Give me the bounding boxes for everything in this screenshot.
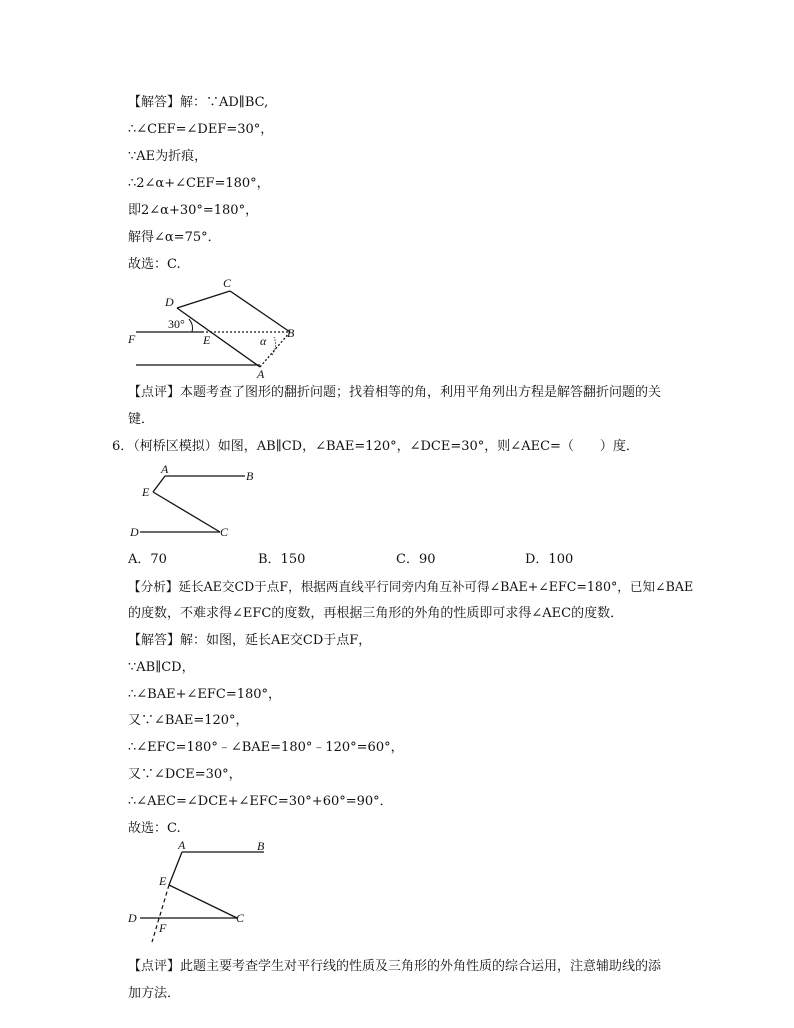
question-6-text: 6．（柯桥区模拟）如图，AB∥CD，∠BAE=120°，∠DCE=30°，则∠AEC=（ ）度． bbox=[112, 439, 639, 454]
comment-2-line-1: 【点评】此题主要考查学生对平行线的性质及三角形的外角性质的综合运用，注意辅助线的添 bbox=[128, 959, 662, 974]
solution-line-2: ∴∠CEF=∠DEF=30°， bbox=[128, 122, 274, 137]
solution-2-line-3: ∴∠BAE+∠EFC=180°， bbox=[128, 687, 282, 702]
label-C: C bbox=[223, 276, 232, 290]
solution-line-6: 解得∠α=75°． bbox=[128, 230, 221, 245]
figure-fold-diagram bbox=[120, 275, 310, 380]
angle-arc-30 bbox=[189, 319, 193, 332]
solution-2-line-2: ∵AB∥CD， bbox=[128, 660, 195, 675]
solution-line-7: 故选：C. bbox=[128, 257, 181, 272]
solution-line-3: ∵AE为折痕， bbox=[128, 149, 208, 164]
label-B: B bbox=[246, 469, 254, 483]
label-alpha: α bbox=[260, 334, 267, 348]
solution-2-line-6: 又∵∠DCE=30°， bbox=[128, 767, 242, 782]
label-A: A bbox=[257, 367, 265, 380]
angle-arc-alpha bbox=[272, 337, 276, 355]
option-c: C．90 bbox=[396, 552, 436, 567]
label-A: A bbox=[178, 838, 186, 852]
solution-2-line-1: 【解答】解：如图，延长AE交CD于点F， bbox=[128, 633, 372, 648]
label-F: F bbox=[128, 332, 136, 346]
label-D: D bbox=[165, 295, 174, 309]
label-D: D bbox=[130, 525, 139, 539]
label-C: C bbox=[236, 911, 245, 925]
option-d: D．100 bbox=[525, 552, 574, 567]
solution-line-5: 即2∠α+30°=180°， bbox=[128, 203, 259, 218]
label-E: E bbox=[142, 485, 150, 499]
label-B: B bbox=[257, 839, 265, 853]
label-C: C bbox=[220, 525, 229, 539]
label-E: E bbox=[159, 874, 167, 888]
solution-line-1: 【解答】解：∵AD∥BC, bbox=[128, 95, 269, 110]
line-AE bbox=[169, 852, 182, 885]
line-CB bbox=[230, 291, 290, 332]
label-E: E bbox=[203, 333, 211, 347]
line-DC bbox=[177, 291, 230, 308]
figure-solution-6 bbox=[122, 838, 272, 946]
label-angle-30: 30° bbox=[168, 317, 185, 331]
comment-1-line-2: 键． bbox=[128, 412, 155, 427]
figure-question-6 bbox=[125, 462, 265, 547]
line-EC bbox=[169, 885, 237, 918]
line-DA bbox=[177, 308, 260, 367]
option-b: B．150 bbox=[258, 552, 306, 567]
comment-2-line-2: 加方法． bbox=[128, 986, 181, 1001]
label-D: D bbox=[128, 911, 137, 925]
line-AE bbox=[153, 476, 165, 492]
option-a: A．70 bbox=[128, 552, 167, 567]
solution-line-4: ∴2∠α+∠CEF=180°， bbox=[128, 176, 270, 191]
line-EC bbox=[153, 492, 220, 532]
label-A: A bbox=[161, 462, 169, 476]
solution-2-line-8: 故选：C. bbox=[128, 821, 181, 836]
analysis-line-1: 【分析】延长AE交CD于点F，根据两直线平行同旁内角互补可得∠BAE+∠EFC=180°，已知∠BAE bbox=[128, 579, 694, 594]
analysis-line-2: 的度数，不难求得∠EFC的度数，再根据三角形的外角的性质即可求得∠AEC的度数． bbox=[128, 606, 624, 621]
comment-1-line-1: 【点评】本题考查了图形的翻折问题；找着相等的角，利用平角列出方程是解答翻折问题的关 bbox=[128, 385, 662, 400]
solution-2-line-4: 又∵∠BAE=120°， bbox=[128, 713, 249, 728]
label-F: F bbox=[159, 921, 167, 935]
solution-2-line-7: ∴∠AEC=∠DCE+∠EFC=30°+60°=90°． bbox=[128, 794, 393, 809]
label-B: B bbox=[287, 326, 295, 340]
solution-2-line-5: ∴∠EFC=180°﹣∠BAE=180°﹣120°=60°， bbox=[128, 740, 404, 755]
